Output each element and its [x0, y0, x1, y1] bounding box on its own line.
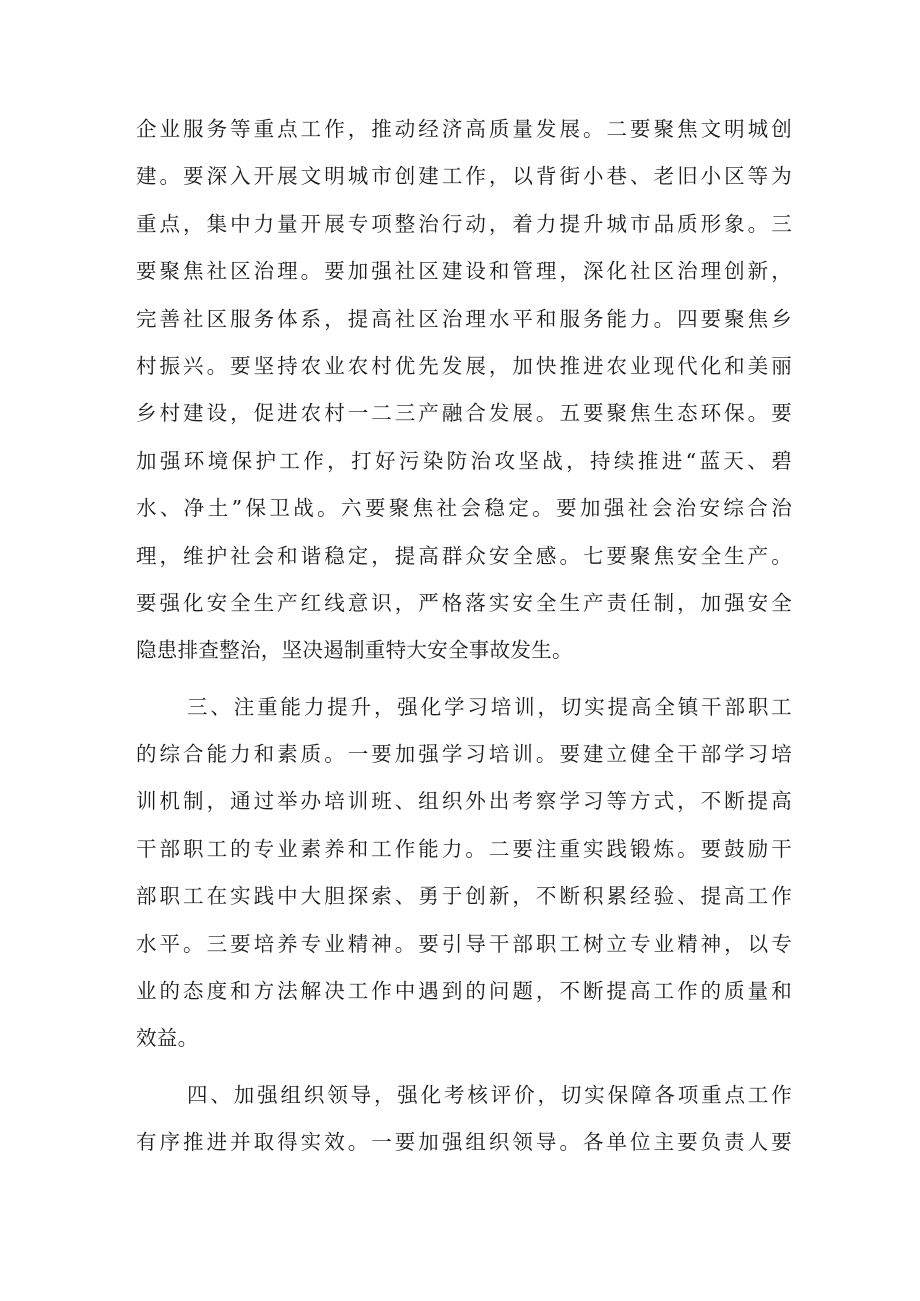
text-line: 理，维护社会和谐稳定，提高群众安全感。七要聚焦安全生产。 — [136, 543, 792, 568]
text-line: 水平。三要培养专业精神。要引导干部职工树立专业精神，以专 — [136, 931, 792, 956]
text-line: 四、加强组织领导，强化考核评价，切实保障各项重点工作 — [187, 1082, 792, 1107]
paragraph-focus-areas — [136, 106, 792, 675]
text-line: 隐患排查整治，坚决遏制重特大安全事故发生。 — [136, 638, 573, 663]
text-line: 乡村建设，促进农村一二三产融合发展。五要聚焦生态环保。要 — [136, 401, 792, 426]
text-line: 部职工在实践中大胆探索、勇于创新，不断积累经验、提高工作 — [136, 884, 792, 909]
text-line: 有序推进并取得实效。一要加强组织领导。各单位主要负责人要 — [136, 1130, 792, 1155]
text-line: 完善社区服务体系，提高社区治理水平和服务能力。四要聚焦乡 — [136, 306, 792, 331]
text-line: 业的态度和方法解决工作中遇到的问题，不断提高工作的质量和 — [136, 979, 792, 1004]
document-body — [136, 106, 792, 1167]
text-line: 训机制，通过举办培训班、组织外出考察学习等方式，不断提高 — [136, 789, 792, 814]
text-line: 效益。 — [136, 1026, 199, 1051]
paragraph-capacity-building — [136, 684, 792, 1063]
paragraph-spacer — [136, 1063, 792, 1072]
text-line: 要聚焦社区治理。要加强社区建设和管理，深化社区治理创新， — [136, 259, 792, 284]
paragraph-organizational-leadership — [136, 1072, 792, 1167]
text-line: 的综合能力和素质。一要加强学习培训。要建立健全干部学习培 — [136, 742, 792, 767]
paragraph-spacer — [136, 675, 792, 684]
text-line: 重点，集中力量开展专项整治行动，着力提升城市品质形象。三 — [136, 211, 792, 236]
text-line: 三、注重能力提升，强化学习培训，切实提高全镇干部职工 — [187, 694, 792, 719]
text-line: 建。要深入开展文明城市创建工作，以背街小巷、老旧小区等为 — [136, 164, 792, 189]
text-line: 村振兴。要坚持农业农村优先发展，加快推进农业现代化和美丽 — [136, 353, 792, 378]
text-line: 企业服务等重点工作，推动经济高质量发展。二要聚焦文明城创 — [136, 117, 792, 141]
text-line: 水、净土”保卫战。六要聚焦社会稳定。要加强社会治安综合治 — [136, 496, 792, 521]
text-line: 要强化安全生产红线意识，严格落实安全生产责任制，加强安全 — [136, 590, 792, 615]
text-line: 干部职工的专业素养和工作能力。二要注重实践锻炼。要鼓励干 — [136, 836, 792, 861]
text-line: 加强环境保护工作，打好污染防治攻坚战，持续推进“蓝天、碧 — [136, 448, 792, 473]
